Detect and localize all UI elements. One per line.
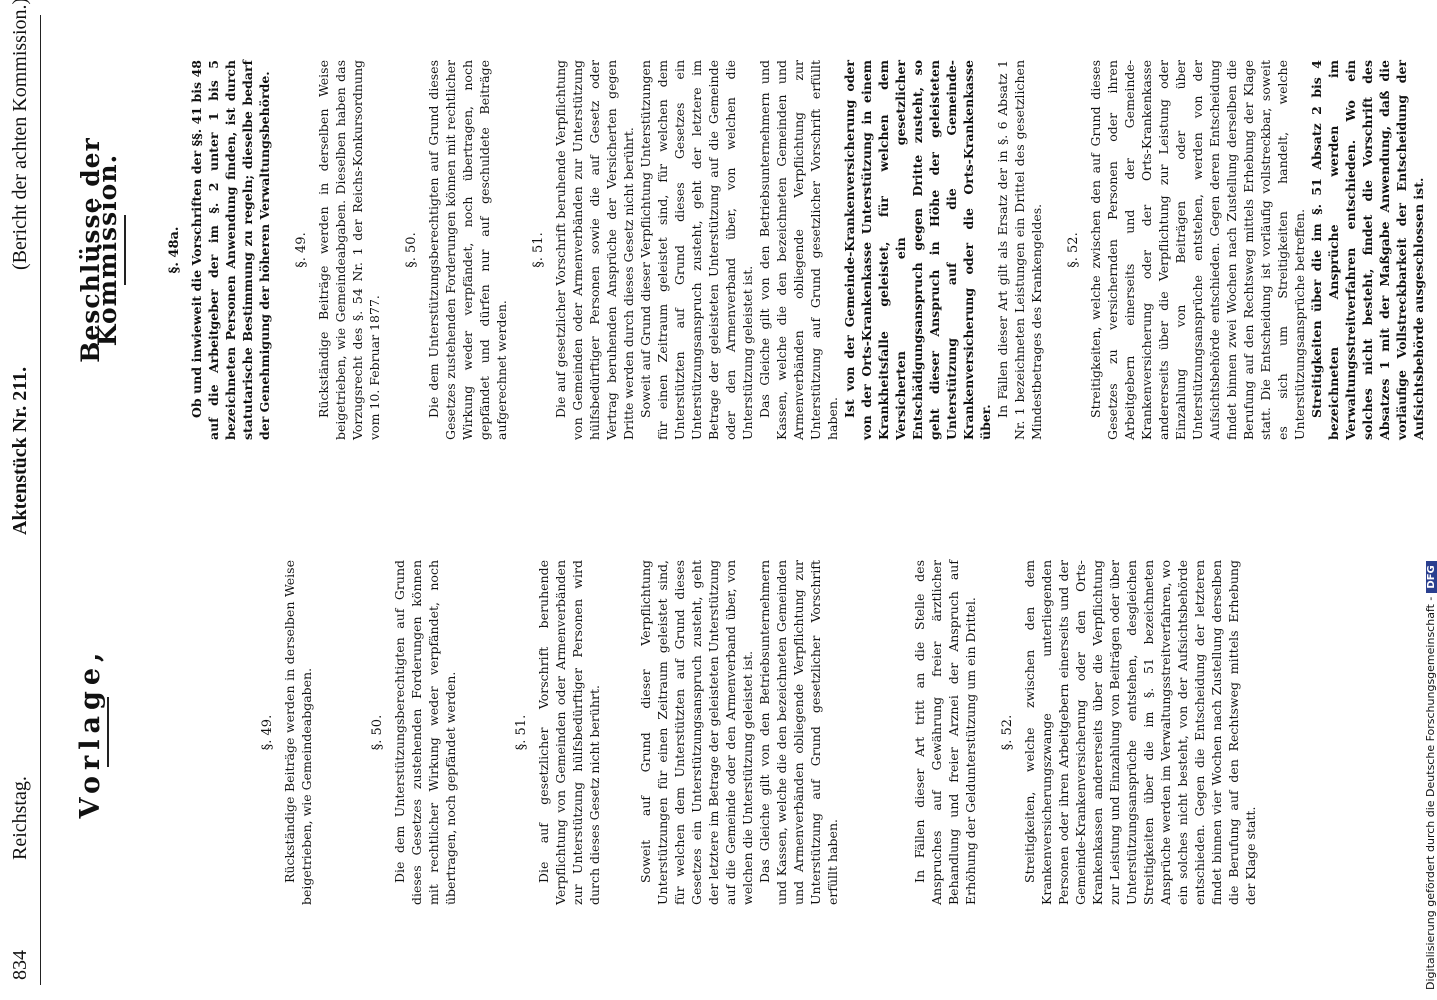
section-paragraph: Das Gleiche gilt von den Betriebsunternehmern und Kassen, welche die den bezeichneten Gemeinden und Armenverbänden obliegende Verpflichtung zur Unterstützung auf Grund gesetzlicher Vorschrift erfüllt haben. — [757, 60, 840, 440]
section-paragraph: Streitigkeiten, welche zwischen den dem Krankenversicherungszwange unterliegenden Personen oder ihren Arbeitgebern einerseits und der Gemeinde-Krankenversicherung oder den Orts-Krankenkassen andererseits über die Verpflichtung zur Leistung und Einzahlung von Beiträgen oder über Unterstützungsansprüche entstehen, desgleichen Streitigkeiten über die im §. 51 bezeichneten Ansprüche werden im Verwaltungsstreitverfahren, wo ein solches nicht besteht, von der Aufsichtsbehörde entschieden. Gegen die Entscheidung der letzteren findet binnen vier Wochen nach Zustellung derselben die Berufung auf den Rechtsweg mittels Erhebung der Klage statt. — [1022, 560, 1258, 905]
section-label: §. 52. — [1066, 232, 1081, 268]
section-paragraph: In Fällen dieser Art tritt an die Stelle des Anspruches auf Gewährung freier ärztlicher Behandlung und freier Arznei der Anspruch auf Erhöhung der Geldunterstützung um ein Drittel. — [912, 560, 978, 905]
digitization-credit — [1412, 0, 1437, 1000]
section-label: §. 52. — [1000, 714, 1015, 751]
section-label: §. 51. — [531, 232, 546, 268]
column-title-beschluesse: Beschlüsse der Kommission. — [76, 137, 122, 363]
section-paragraph: Streitigkeiten über die im §. 51 Absatz 2 bis 4 bezeichneten Ansprüche werden im Verwaltungsstreitverfahren entschieden. Wo ein solches nicht besteht, findet die Vorschrift des Absatzes 1 mit der Maßgabe Anwendung, daß die vorläufige Vollstreckbarkeit der Entscheidung der Aufsichtsbehörde ausgeschlossen ist. — [1309, 60, 1426, 440]
page-header — [5, 4, 37, 990]
page-number: 834 — [9, 950, 31, 980]
section-label: §. 49. — [260, 714, 275, 751]
column-title-vorlage: Vorlage, — [75, 646, 106, 819]
title-underline — [124, 215, 126, 285]
digitization-credit-text: Digitalisierung gefördert durch die Deutsche Forschungsgemeinschaft - — [1424, 596, 1437, 990]
title-underline — [107, 698, 109, 768]
section-paragraph: Das Gleiche gilt von den Betriebsunternehmern und Kassen, welche die den bezeichneten Gemeinden und Armenverbänden obliegende Verpflichtung zur Unterstützung auf Grund gesetzlicher Vorschrift erfüllt haben. — [757, 560, 840, 905]
section-paragraph: Die auf gesetzlicher Vorschrift beruhende Verpflichtung von Gemeinden oder Armenverbänden zur Unterstützung hülfsbedürftiger Personen sowie die auf Gesetz oder Vertrag beruhenden Ansprüche der Versicherten gegen Dritte werden durch dieses Gesetz nicht berührt. — [553, 60, 636, 440]
column-beschluesse — [60, 60, 1427, 440]
section-paragraph: Rückständige Beiträge werden in derselben Weise beigetrieben, wie Gemeindeabgaben. — [282, 560, 314, 905]
section-paragraph: Die dem Unterstützungsberechtigten auf Grund dieses Gesetzes zustehenden Forderungen können mit rechtlicher Wirkung weder verpfändet, noch übertragen, noch gepfändet und dürfen nur auf geschuldete Beiträge aufgerechnet werden. — [426, 60, 509, 440]
header-subtitle: ( Bericht der achten Kommission. ) — [9, 0, 32, 270]
section-label: §. 48a. — [167, 226, 182, 274]
section-label: §. 51. — [514, 714, 529, 751]
section-paragraph: Ob und inwieweit die Vorschriften der §§. 41 bis 48 auf die Arbeitgeber der im §. 2 unter 1 bis 5 bezeichneten Personen Anwendung finden, ist durch statutarische Bestimmung zu regeln; dieselbe bedarf der Genehmigung der höheren Verwaltungsbehörde. — [189, 60, 272, 440]
section-paragraph: In Fällen dieser Art gilt als Ersatz der in §. 6 Absatz 1 Nr. 1 bezeichneten Leistungen ein Drittel des gesetzlichen Mindestbetrages des Krankengeldes. — [995, 60, 1044, 440]
section-label: §. 50. — [404, 232, 419, 268]
header-organization: Reichstag. — [9, 776, 31, 860]
section-paragraph: Die dem Unterstützungsberechtigten auf Grund dieses Gesetzes zustehenden Forderungen können mit rechtlicher Wirkung weder verpfändet, noch übertragen, noch gepfändet werden. — [392, 560, 458, 905]
section-label: §. 50. — [370, 714, 385, 751]
section-paragraph: Soweit auf Grund dieser Verpflichtung Unterstützungen für einen Zeitraum geleistet sind, für welchen dem Unterstützten auf Grund dieses Gesetzes ein Unterstützungsanspruch zusteht, geht der letztere im Betrage der geleisteten Unterstützung auf die Gemeinde oder den Armenverband über, von welchen die Unterstützung geleistet ist. — [638, 560, 755, 905]
section-paragraph: Streitigkeiten, welche zwischen den auf Grund dieses Gesetzes zu versichernden Personen oder ihren Arbeitgebern einerseits und der Gemeinde-Krankenversicherung oder der Orts-Krankenkasse andererseits über die Verpflichtung zur Leistung oder Einzahlung von Beiträgen oder über Unterstützungsansprüche entstehen, werden von der Aufsichtsbehörde entschieden. Gegen deren Entscheidung findet binnen zwei Wochen nach Zustellung derselben die Berufung auf den Rechtsweg mittels Erhebung der Klage statt. Die Entscheidung ist vorläufig vollstreckbar, soweit es sich um Streitigkeiten handelt, welche Unterstützungsansprüche betreffen. — [1088, 60, 1307, 440]
section-paragraph: Die auf gesetzlicher Vorschrift beruhende Verpflichtung von Gemeinden oder Armenverbänden zur Unterstützung hülfsbedürftiger Personen wird durch dieses Gesetz nicht berührt. — [536, 560, 602, 905]
section-paragraph: Ist von der Gemeinde-Krankenversicherung oder von der Orts-Krankenkasse Unterstützung in einem Krankheitsfalle geleistet, für welchen dem Versicherten ein gesetzlicher Entschädigungsanspruch gegen Dritte zusteht, so geht dieser Anspruch in Höhe der geleisteten Unterstützung auf die Gemeinde-Krankenversicherung oder die Orts-Krankenkasse über. — [842, 60, 993, 440]
dfg-logo: DFG — [1426, 561, 1437, 592]
column-vorlage — [60, 560, 1259, 905]
section-paragraph: Soweit auf Grund dieser Verpflichtung Unterstützungen für einen Zeitraum geleistet sind, für welchen dem Unterstützten auf Grund dieses Gesetzes ein Unterstützungsanspruch zusteht, geht der letztere im Betrage der geleisteten Unterstützung auf die Gemeinde oder den Armenverband über, von welchen die Unterstützung geleistet ist. — [638, 60, 755, 440]
header-divider — [40, 15, 41, 985]
header-document-reference: Aktenstück Nr. 211. — [9, 366, 31, 535]
section-label: §. 49. — [294, 232, 309, 268]
section-paragraph: Rückständige Beiträge werden in derselben Weise beigetrieben, wie Gemeindeabgaben. Dieselben haben das Vorzugsrecht des §. 54 Nr. 1 der Reichs-Konkursordnung vom 10. Februar 1877. — [316, 60, 382, 440]
